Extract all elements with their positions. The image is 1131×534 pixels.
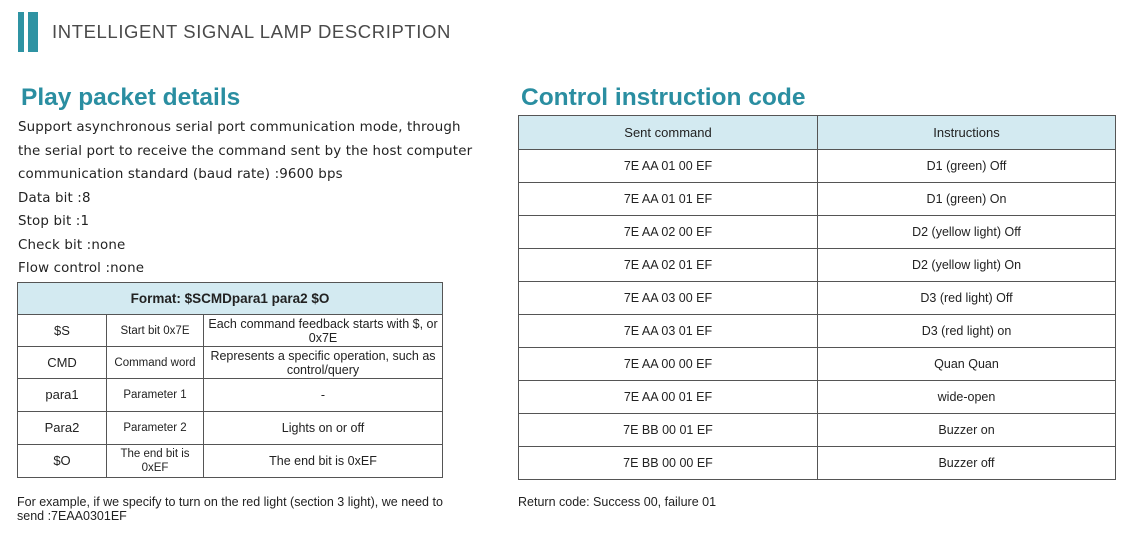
field-cell: Para2 (18, 412, 107, 445)
command-cell: 7E AA 01 01 EF (519, 183, 818, 216)
control-instruction-section (518, 84, 805, 112)
header-accent-bar (18, 12, 24, 52)
description-line: the serial port to receive the command sent by the host computer (18, 143, 473, 159)
control-instruction-table (518, 115, 1116, 480)
command-cell: 7E BB 00 01 EF (519, 414, 818, 447)
section-heading: Play packet details (21, 84, 241, 111)
field-cell: $S (18, 315, 107, 347)
description-line: Stop bit :1 (18, 214, 90, 229)
table-row (519, 348, 1116, 381)
description-line: Support asynchronous serial port communication mode, through (18, 120, 461, 135)
format-table-header: Format: $SCMDpara1 para2 $O (18, 283, 443, 315)
instruction-cell: D3 (red light) Off (818, 282, 1116, 315)
section-heading: Control instruction code (521, 84, 806, 111)
table-row (18, 412, 443, 445)
column-header-instructions: Instructions (818, 116, 1116, 150)
name-cell: The end bit is 0xEF (107, 445, 204, 478)
description-line: communication standard (baud rate) :9600 bps (18, 167, 343, 182)
description-line: Flow control :none (18, 261, 145, 276)
instruction-cell: D1 (green) On (818, 183, 1116, 216)
packet-details-section (18, 84, 478, 281)
table-row (18, 445, 443, 478)
desc-cell: Each command feedback starts with $, or 0x7E (204, 315, 443, 347)
command-cell: 7E BB 00 00 EF (519, 447, 818, 480)
page-title: INTELLIGENT SIGNAL LAMP DESCRIPTION (52, 21, 451, 42)
command-cell: 7E AA 00 01 EF (519, 381, 818, 414)
command-cell: 7E AA 03 01 EF (519, 315, 818, 348)
table-row (519, 249, 1116, 282)
desc-cell: Lights on or off (204, 412, 443, 445)
name-cell: Command word (107, 347, 204, 379)
description-line: Data bit :8 (18, 190, 91, 206)
desc-cell: Represents a specific operation, such as control/query (204, 347, 443, 379)
table-row (18, 347, 443, 379)
name-cell: Parameter 1 (107, 379, 204, 412)
table-row (519, 216, 1116, 249)
name-cell: Parameter 2 (107, 412, 204, 445)
instruction-cell: Buzzer on (818, 414, 1116, 447)
command-cell: 7E AA 01 00 EF (519, 150, 818, 183)
page-header (18, 12, 451, 52)
format-table (17, 282, 443, 478)
table-row (519, 315, 1116, 348)
table-row (519, 381, 1116, 414)
instruction-cell: wide-open (818, 381, 1116, 414)
name-cell: Start bit 0x7E (107, 315, 204, 347)
column-header-sent-command: Sent command (519, 116, 818, 150)
instruction-cell: D3 (red light) on (818, 315, 1116, 348)
command-cell: 7E AA 02 01 EF (519, 249, 818, 282)
command-cell: 7E AA 03 00 EF (519, 282, 818, 315)
command-cell: 7E AA 00 00 EF (519, 348, 818, 381)
command-cell: 7E AA 02 00 EF (519, 216, 818, 249)
field-cell: CMD (18, 347, 107, 379)
description-text (18, 116, 478, 281)
header-accent-bar (28, 12, 38, 52)
instruction-cell: Buzzer off (818, 447, 1116, 480)
desc-cell: - (204, 379, 443, 412)
field-cell: $O (18, 445, 107, 478)
field-cell: para1 (18, 379, 107, 412)
table-row (519, 414, 1116, 447)
table-row (18, 315, 443, 347)
example-note: For example, if we specify to turn on the red light (section 3 light), we need to send :7EAA0301EF (17, 495, 443, 523)
description-line: Check bit :none (18, 237, 126, 253)
table-row (519, 150, 1116, 183)
table-row (18, 379, 443, 412)
instruction-cell: D2 (yellow light) On (818, 249, 1116, 282)
instruction-cell: D1 (green) Off (818, 150, 1116, 183)
table-row (519, 282, 1116, 315)
table-row (519, 447, 1116, 480)
table-header-row (519, 116, 1116, 150)
instruction-cell: Quan Quan (818, 348, 1116, 381)
instruction-cell: D2 (yellow light) Off (818, 216, 1116, 249)
desc-cell: The end bit is 0xEF (204, 445, 443, 478)
return-code-text: Return code: Success 00, failure 01 (518, 495, 717, 509)
table-row (519, 183, 1116, 216)
